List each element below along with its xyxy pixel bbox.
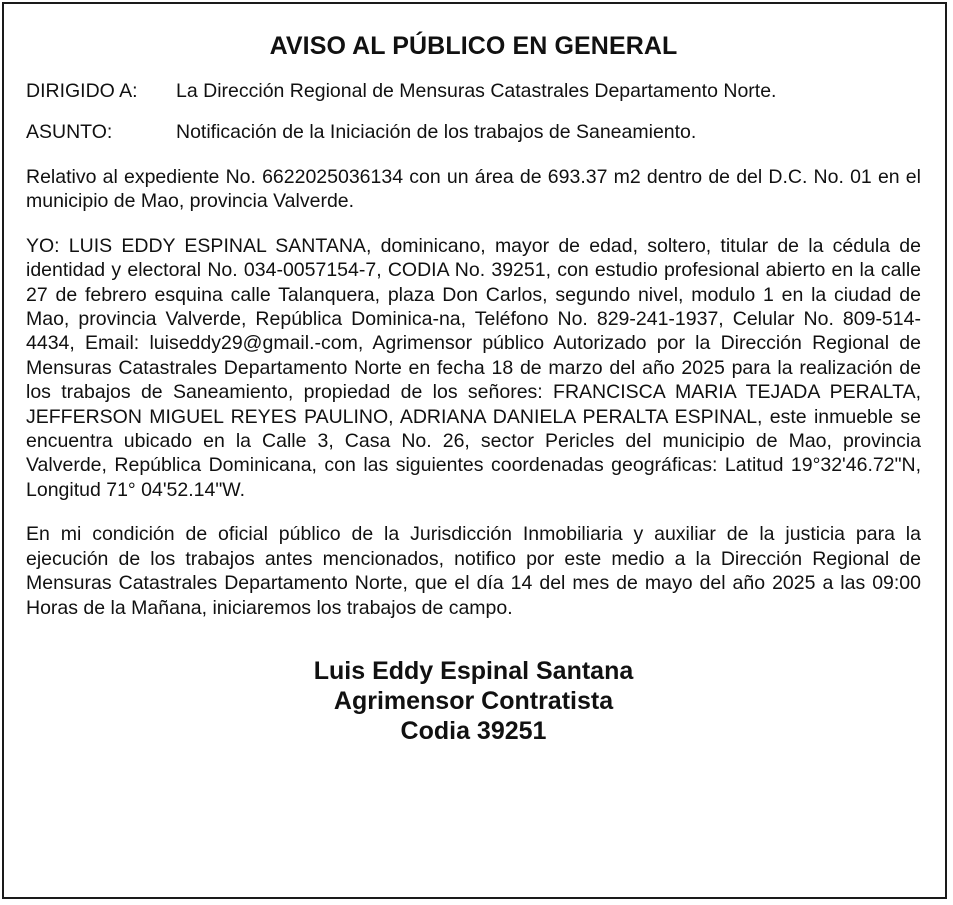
dirigido-row	[26, 79, 921, 104]
asunto-row	[26, 120, 921, 145]
signature-role: Agrimensor Contratista	[333, 686, 614, 715]
signature-block	[26, 656, 921, 746]
dirigido-value: La Dirección Regional de Mensuras Catastrales Departamento Norte.	[176, 80, 777, 102]
paragraph-notification: En mi condición de oficial público de la Jurisdicción Inmobiliaria y auxiliar de la justicia para la ejecución de los trabajos antes mencionados, notifico por este medio a la Dirección Regional de Mensuras Catastrales Departamento Norte, que el día 14 del mes de mayo del año 2025 a las 09:00 Horas de la Mañana, iniciaremos los trabajos de campo.	[26, 523, 921, 619]
paragraph-declaration: YO: LUIS EDDY ESPINAL SANTANA, dominicano, mayor de edad, soltero, titular de la cédula de identidad y electoral No. 034-0057154-7, CODIA No. 39251, con estudio profesional abierto en la calle 27 de febrero esquina calle Talanquera, plaza Don Carlos, segundo nivel, modulo 1 en la ciudad de Mao, provincia Valverde, República Dominica-na, Teléfono No. 829-241-1937, Celular No. 809-514-4434, Email: luiseddy29@gmail.-com, Agrimensor público Autorizado por la Dirección Regional de Mensuras Catastrales Departamento Norte en fecha 18 de marzo del año 2025 para la realización de los trabajos de Saneamiento, propiedad de los señores: FRANCISCA MARIA TEJADA PERALTA, JEFFERSON MIGUEL REYES PAULINO, ADRIANA DANIELA PERALTA ESPINAL, este inmueble se encuentra ubicado en la Calle 3, Casa No. 26, sector Pericles del municipio de Mao, provincia Valverde, República Dominicana, con las siguientes coordenadas geográficas: Latitud 19°32'46.72"N, Longitud 71° 04'52.14"W.	[26, 234, 921, 501]
signature-codia: Codia 39251	[400, 716, 547, 745]
notice-content	[26, 30, 921, 746]
notice-title: AVISO AL PÚBLICO EN GENERAL	[269, 32, 678, 60]
dirigido-label: DIRIGIDO A:	[26, 80, 138, 102]
asunto-label: ASUNTO:	[26, 121, 113, 143]
paragraph-expediente: Relativo al expediente No. 6622025036134 con un área de 693.37 m2 dentro de del D.C. No. 01 en el municipio de Mao, provincia Valverde.	[26, 166, 921, 213]
signature-name: Luis Eddy Espinal Santana	[313, 656, 634, 685]
asunto-value: Notificación de la Iniciación de los trabajos de Saneamiento.	[176, 121, 697, 143]
